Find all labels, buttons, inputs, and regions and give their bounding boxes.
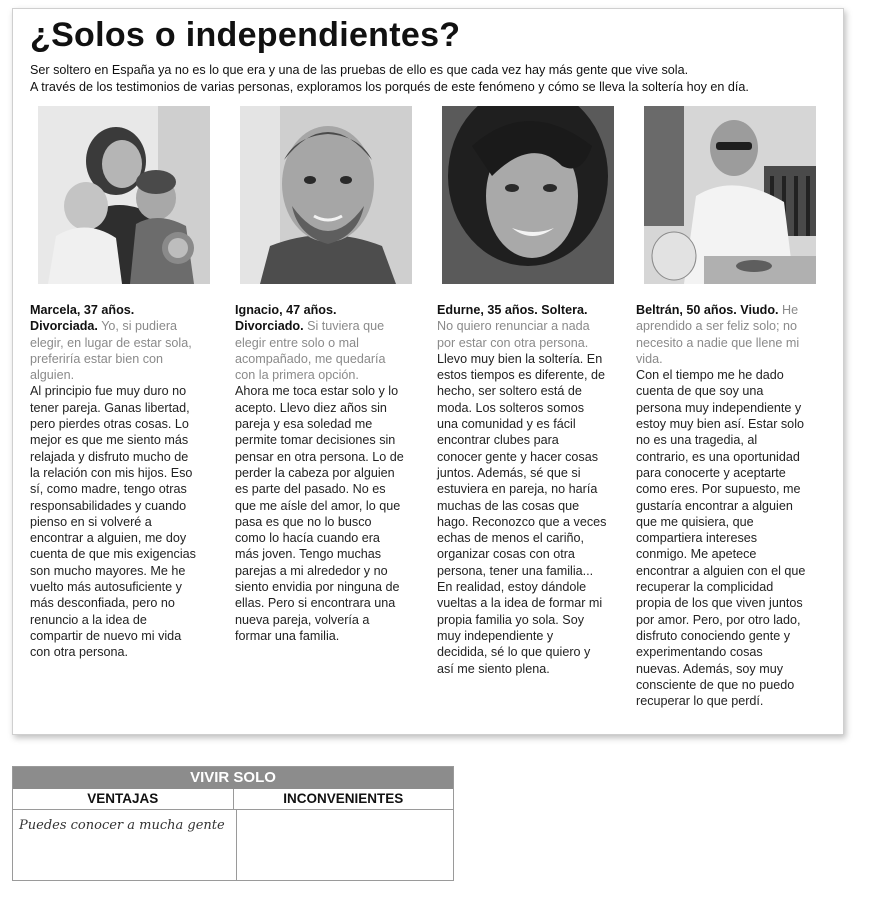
testimonial-body: Al principio fue muy duro no tener pareja. Ganas libertad, pero pierdes otras cosas. Lo mejor es que me siento más relajada y disfruto mucho de la relación con mis hijos. Eso sí, como madre, tengo otras responsabilidades y cuando pienso en si volveré a encontrar a alguien, me doy cuenta de que mis exigencias son mucho mayores. Me he vuelto más autosuficiente y más desconfiada, pero no renuncio a la idea de compartir de nuevo mi vida con otra persona. [30,384,196,660]
photo-edurne [442,106,614,284]
testimonial-beltran [636,302,806,709]
column-advantages: VENTAJAS [13,789,234,809]
table-title: VIVIR SOLO [13,767,453,789]
photo-ignacio [240,106,412,284]
testimonial-body: Ahora me toca estar solo y lo acepto. Llevo diez años sin pareja y esa soledad me permite tomar decisiones sin pensar en otra persona. Lo de perder la cabeza por alguien es parte del pasado. No es que me aísle del amor, lo que pasa es que no lo busco como lo hacía cuando era más joven. Tengo muchas parejas a mi alrededor y no siento envidia por ninguna de ellas. Pero si encontrara una nueva pareja, volvería a formar una familia. [235,384,404,643]
photo-marcela [38,106,210,284]
table-body-row [13,810,453,880]
column-disadvantages: INCONVENIENTES [283,791,404,806]
testimonial-name: Edurne, 35 años. Soltera. [437,303,588,317]
intro-line-1: Ser soltero en España ya no es lo que era y una de las pruebas de ello es que cada vez hay más gente que vive sola. [30,63,689,77]
testimonial-quote: No quiero renunciar a nada por estar con otra persona. [437,319,590,350]
testimonial-ignacio [235,302,405,644]
testimonial-body: Con el tiempo me he dado cuenta de que soy una persona muy independiente y estoy muy bien así. Estar solo no es una tragedia, al contrario, es una oportunidad para conocerte y aceptarte como eres. Por supuesto, me gustaría encontrar a alguien que me quisiera, que compartiera intereses conmigo. Me apetece encontrar a alguien con el que recuperar la complicidad propia de los que viven juntos por amor. Pero, por otro lado, disfruto conociendo gente y experimentando cosas nuevas. Además, soy muy consciente de que no puedo recuperar lo que perdí. [636,368,806,709]
testimonial-name: Beltrán, 50 años. Viudo. [636,303,779,317]
testimonial-name: Marcela, 37 años. Divorciada. [30,303,135,334]
testimonial-marcela [30,302,200,661]
article-intro [30,62,810,96]
testimonial-quote: Si tuviera que elegir entre solo o mal acompañado, me quedaría con la primera opción. [235,319,386,383]
disadvantages-cell[interactable] [237,810,454,880]
advantages-cell[interactable]: Puedes conocer a mucha gente [13,810,237,880]
testimonial-name: Ignacio, 47 años. Divorciado. [235,303,337,334]
photo-beltran [644,106,816,284]
article-title: ¿Solos o independientes? [30,16,461,54]
intro-line-2: A través de los testimonios de varias personas, exploramos los porqués de este fenómeno y cómo se lleva la soltería hoy en día. [30,80,749,94]
table-header-row [13,789,453,810]
testimonial-edurne [437,302,607,677]
testimonial-quote: He aprendido a ser feliz solo; no necesito a nadie que llene mi vida. [636,303,800,366]
testimonial-quote: Yo, si pudiera elegir, en lugar de estar sola, preferiría estar bien con alguien. [30,319,192,383]
testimonial-body: Llevo muy bien la soltería. En estos tiempos es diferente, de hecho, ser soltero está de moda. Los solteros somos una comunidad y es fácil encontrar clubes para conocer gente y hacer cosas juntos. Además, sé que si estuviera en pareja, no haría muchas de las cosas que hago. Reconozco que a veces echas de menos el cariño, organizar cosas con otra persona, tener una familia... En realidad, estoy dándole vueltas a la idea de formar mi propia familia yo sola. Soy muy independiente y decidida, sé lo que quiero y así me siento plena. [437,351,607,676]
vivir-solo-table [12,766,454,881]
